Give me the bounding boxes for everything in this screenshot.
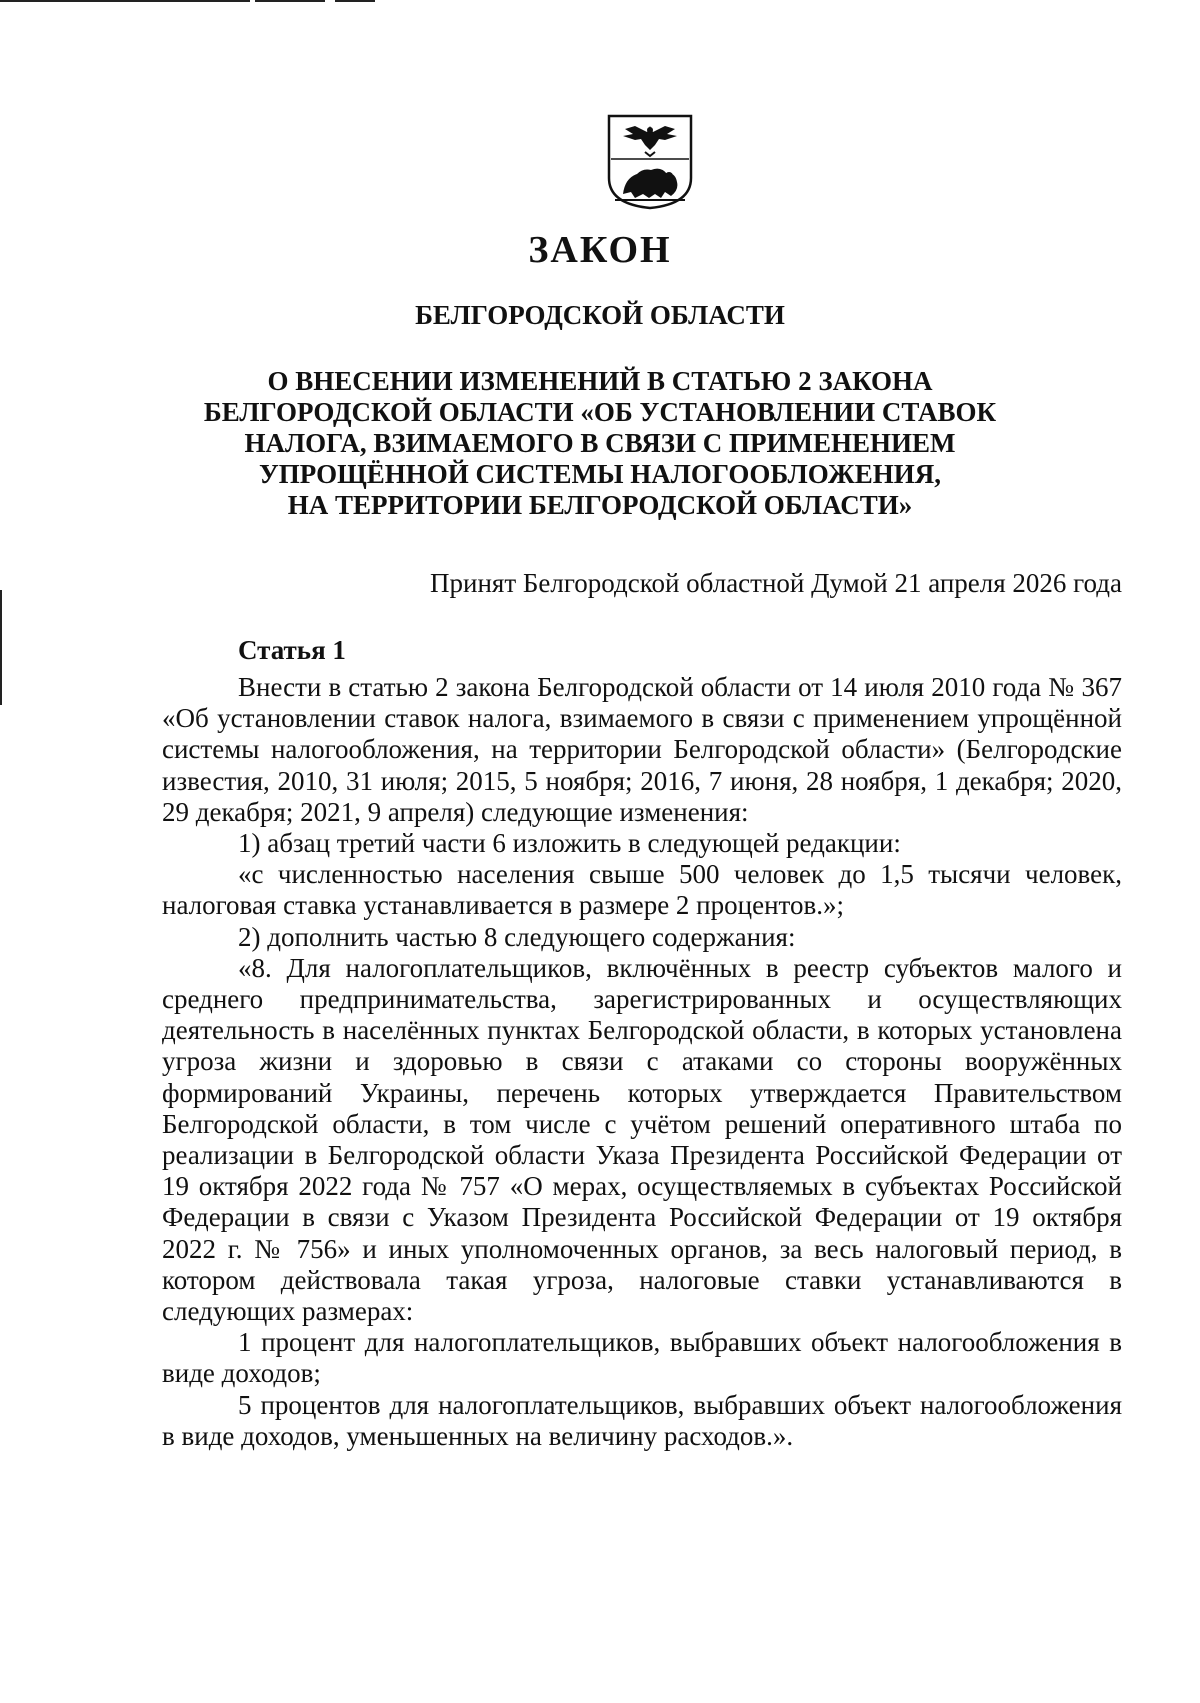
scan-edge-line-left — [0, 590, 2, 705]
law-name — [0, 366, 1200, 521]
paragraph: 2) дополнить частью 8 следующего содержания: — [238, 921, 796, 952]
paragraph: 5 процентов для налогоплательщиков, выбравших объект налогообложения в виде доходов, уменьшенных на величину расходов.». — [162, 1389, 1122, 1451]
paragraph: Внести в статью 2 закона Белгородской области от 14 июля 2010 года № 367 «Об установлении ставок налога, взимаемого в связи с применением упрощённой системы налогообложения, на территории Белгородской области» (Белгородские известия, 2010, 31 июля; 2015, 5 ноября; 2016, 7 июня, 28 ноября, 1 декабря; 2020, 29 декабря; 2021, 9 апреля) следующие изменения: — [162, 672, 1122, 827]
paragraph: 1) абзац третий части 6 изложить в следующей редакции: — [238, 828, 901, 859]
coat-of-arms-icon — [605, 112, 695, 210]
law-name-line: О ВНЕСЕНИИ ИЗМЕНЕНИЙ В СТАТЬЮ 2 ЗАКОНА — [267, 366, 933, 396]
article-heading: Статья 1 — [238, 635, 346, 665]
scan-edge-line-top-3 — [335, 0, 375, 2]
law-name-line: НАЛОГА, ВЗИМАЕМОГО В СВЯЗИ С ПРИМЕНЕНИЕМ — [244, 428, 956, 458]
scan-edge-line-top — [0, 0, 250, 2]
article-body — [162, 672, 1122, 1452]
document-title: ЗАКОН — [528, 229, 672, 271]
scan-edge-line-top-2 — [255, 0, 325, 2]
paragraph: 1 процент для налогоплательщиков, выбравших объект налогообложения в виде доходов; — [162, 1327, 1122, 1389]
law-name-line: УПРОЩЁННОЙ СИСТЕМЫ НАЛОГООБЛОЖЕНИЯ, — [258, 459, 942, 489]
law-name-line: НА ТЕРРИТОРИИ БЕЛГОРОДСКОЙ ОБЛАСТИ» — [287, 490, 913, 520]
paragraph: «8. Для налогоплательщиков, включённых в реестр субъектов малого и среднего предпринимательства, зарегистрированных и осуществляющих деятельность в населённых пунктах Белгородской области, в которых установлена угроза жизни и здоровью в связи с атаками со стороны вооружённых формирований Украины, перечень которых утверждается Правительством Белгородской области, в том числе с учётом решений оперативного штаба по реализации в Белгородской области Указа Президента Российской Федерации от 19 октября 2022 года № 757 «О мерах, осуществляемых в субъектах Российской Федерации в связи с Указом Президента Российской Федерации от 19 октября 2022 г. № 756» и иных уполномоченных органов, за весь налоговый период, в котором действовала такая угроза, налоговые ставки устанавливаются в следующих размерах: — [162, 952, 1122, 1327]
paragraph: «с численностью населения свыше 500 человек до 1,5 тысячи человек, налоговая ставка устанавливается в размере 2 процентов.»; — [162, 859, 1122, 921]
document-subtitle: БЕЛГОРОДСКОЙ ОБЛАСТИ — [415, 300, 785, 330]
law-name-line: БЕЛГОРОДСКОЙ ОБЛАСТИ «ОБ УСТАНОВЛЕНИИ СТАВОК — [203, 397, 997, 427]
adoption-date: Принят Белгородской областной Думой 21 апреля 2026 года — [430, 568, 1122, 598]
